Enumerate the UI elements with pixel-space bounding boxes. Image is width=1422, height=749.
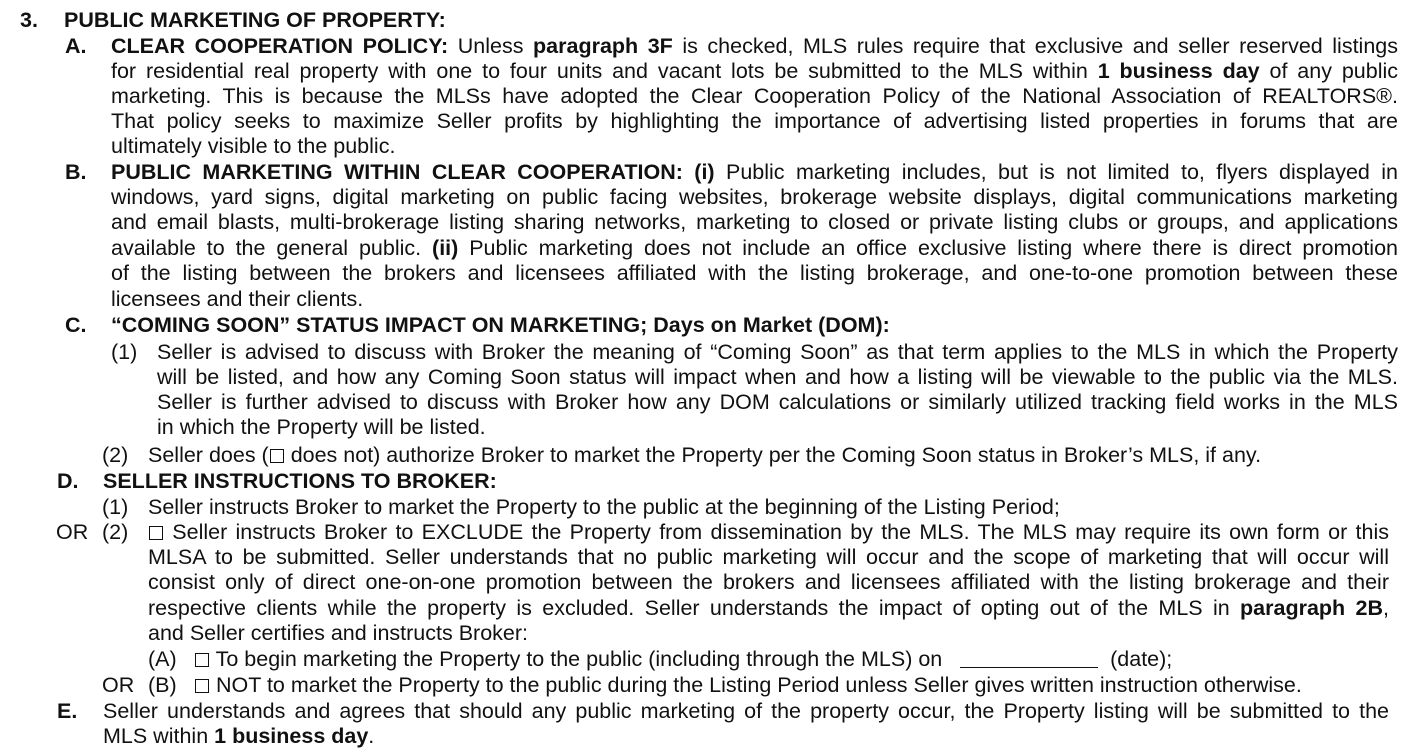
item-b-letter: B. [65,160,87,184]
item-d-or-label: OR [56,520,89,544]
section-title: PUBLIC MARKETING OF PROPERTY: [64,8,446,32]
marketing-date-field[interactable] [960,649,1098,668]
section-number: 3. [20,8,38,32]
does-not-checkbox[interactable] [270,449,284,463]
item-a-line-4: That policy seeks to maximize Seller profits by highlighting the importance of advertising listed properties in forums that are [111,109,1398,133]
item-a-line-3: marketing. This is because the MLSs have adopted the Clear Cooperation Policy of the National Association of REALTORS®. [111,84,1398,108]
item-d-1-number: (1) [102,495,129,519]
item-b-line-6: licensees and their clients. [111,287,364,311]
item-a-heading: CLEAR COOPERATION POLICY: [111,34,449,58]
item-b-line-4: available to the general public. (ii) Public marketing does not include an office exclusive listing where there is direct promotion [111,236,1398,260]
item-b-line-5: of the listing between the brokers and licensees affiliated with the listing brokerage, and one-to-one promotion between these [111,261,1398,285]
section-heading [20,8,446,33]
item-d-b-number: (B) [148,673,177,697]
item-d-b-text: NOT to market the Property to the public during the Listing Period unless Seller gives written instruction otherwise. [194,673,1302,698]
item-e-line-1: Seller understands and agrees that should any public marketing of the property occur, the Property listing will be submitted to the [103,699,1389,723]
item-a-line-1: CLEAR COOPERATION POLICY: Unless paragraph 3F is checked, MLS rules require that exclusive and seller reserved listings [111,34,1398,58]
item-d-2-number: (2) [102,520,129,544]
item-d-2-line-2: MLSA to be submitted. Seller understands that no public marketing will occur and the scope of marketing that will occur will [148,545,1389,569]
item-e-line-2: MLS within 1 business day. [103,724,375,748]
item-a-letter: A. [65,34,87,58]
item-c-1-line-2: will be listed, and how any Coming Soon status will impact when and how a listing will be viewable to the public via the MLS. [157,365,1398,389]
item-d-a-text: To begin marketing the Property to the public (including through the MLS) on (date); [194,647,1172,672]
item-b-line-3: and email blasts, multi-brokerage listing sharing networks, marketing to closed or private listing clubs or groups, and applications [111,210,1398,234]
item-a-line-2: for residential real property with one to four units and vacant lots be submitted to the MLS within 1 business day of any public [111,59,1398,83]
begin-marketing-checkbox[interactable] [195,653,209,667]
item-b-line-1: PUBLIC MARKETING WITHIN CLEAR COOPERATION: (i) Public marketing includes, but is not limited to, flyers displayed in [111,160,1399,184]
item-d-2-line-4: respective clients while the property is excluded. Seller understands the impact of opting out of the MLS in paragraph 2B, [148,596,1389,620]
item-e-letter: E. [57,699,78,723]
item-d-2-line-5: and Seller certifies and instructs Broker: [148,621,528,645]
item-d-b-or-label: OR [102,673,135,697]
item-c-1-number: (1) [111,340,138,364]
exclude-from-mls-checkbox[interactable] [149,526,163,540]
item-d-a-number: (A) [148,647,177,671]
item-a-line-5: ultimately visible to the public. [111,134,396,158]
item-d-letter: D. [57,469,79,493]
item-c-letter: C. [65,313,87,337]
not-market-checkbox[interactable] [195,679,209,693]
item-c-1-line-4: in which the Property will be listed. [157,415,486,439]
item-c-1-line-1: Seller is advised to discuss with Broker the meaning of “Coming Soon” as that term applies to the MLS in which the Property [157,340,1398,364]
item-d-2-line-1: Seller instructs Broker to EXCLUDE the Property from dissemination by the MLS. The MLS may require its own form or this [148,520,1389,545]
item-c-heading: “COMING SOON” STATUS IMPACT ON MARKETING; Days on Market (DOM): [111,313,890,337]
item-c-2-text: Seller does ( does not) authorize Broker to market the Property per the Coming Soon status in Broker’s MLS, if any. [148,443,1262,467]
item-c-1-line-3: Seller is further advised to discuss with Broker how any DOM calculations or similarly utilized tracking field works in the MLS [157,390,1398,414]
item-d-heading: SELLER INSTRUCTIONS TO BROKER: [103,469,497,493]
item-d-1-text: Seller instructs Broker to market the Property to the public at the beginning of the Listing Period; [148,495,1060,519]
item-b-heading: PUBLIC MARKETING WITHIN CLEAR COOPERATION: [111,160,683,184]
item-d-2-line-3: consist only of direct one-on-one promotion between the brokers and licensees affiliated with the listing brokerage and their [148,570,1389,594]
item-c-2-number: (2) [102,443,129,467]
item-b-line-2: windows, yard signs, digital marketing on public facing websites, brokerage website displays, digital communications marketing [111,185,1398,209]
